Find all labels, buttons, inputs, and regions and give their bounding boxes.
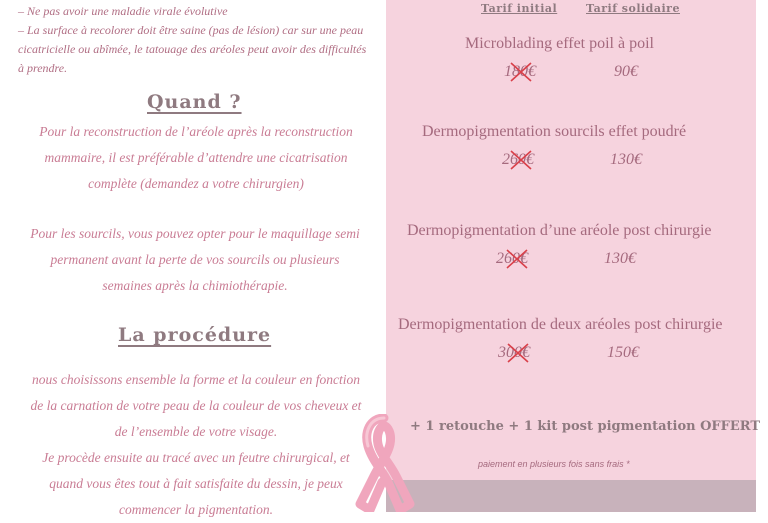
criteria-line: – Ne pas avoir une maladie virale évolutive — [18, 4, 228, 18]
cross-mark-icon — [508, 148, 534, 172]
old-price: 260€ — [496, 250, 528, 267]
when-paragraph-1 — [10, 119, 382, 197]
new-price: 150€ — [607, 344, 639, 361]
cross-mark-icon — [508, 60, 534, 84]
cross-mark-icon — [504, 247, 530, 271]
service-name: Microblading effet poil à poil — [465, 35, 654, 52]
new-price: 130€ — [610, 151, 642, 168]
service-name: Dermopigmentation de deux aréoles post chirurgie — [398, 316, 723, 333]
pricing-footer-band — [386, 480, 756, 512]
pink-ribbon-icon — [352, 414, 416, 512]
when-paragraph-2 — [6, 221, 384, 299]
paragraph-line: commencer la pigmentation. — [118, 502, 274, 517]
service-name: Dermopigmentation d’une aréole post chirurgie — [407, 222, 712, 239]
paragraph-line: nous choisissons ensemble la forme et la couleur en fonction — [31, 372, 361, 387]
paragraph-line: complète (demandez a votre chirurgien) — [88, 176, 304, 191]
col-header-initial: Tarif initial — [481, 2, 558, 15]
when-heading: Quand ? — [147, 91, 242, 113]
col-header-solidaire: Tarif solidaire — [586, 2, 680, 15]
criteria-line: – La surface à recolorer doit être saine (pas de lésion) car sur une peau — [18, 23, 364, 37]
procedure-paragraph — [8, 367, 384, 523]
paragraph-line: Pour la reconstruction de l’aréole après la reconstruction — [39, 124, 353, 139]
procedure-heading: La procédure — [118, 324, 272, 346]
criteria-line: cicatricielle ou abîmée, le tatouage des aréoles peut avoir des difficultés — [18, 42, 367, 56]
pricing-panel — [386, 0, 756, 480]
offer-text: + 1 retouche + 1 kit post pigmentation OFFERT — [410, 419, 761, 434]
paragraph-line: mammaire, il est préférable d’attendre une cicatrisation — [44, 150, 348, 165]
paragraph-line: Pour les sourcils, vous pouvez opter pour le maquillage semi — [30, 226, 360, 241]
old-price: 260€ — [502, 151, 534, 168]
paragraph-line: de l’ensemble de votre visage. — [114, 424, 278, 439]
paragraph-line: quand vous êtes tout à fait satisfaite du dessin, je peux — [49, 476, 343, 491]
right-margin — [756, 0, 768, 512]
service-name: Dermopigmentation sourcils effet poudré — [422, 123, 687, 140]
paragraph-line: semaines après la chimiothérapie. — [102, 278, 288, 293]
old-price: 180€ — [504, 63, 536, 80]
payment-note: paiement en plusieurs fois sans frais * — [478, 459, 630, 469]
paragraph-line: permanent avant la perte de vos sourcils ou plusieurs — [50, 252, 340, 267]
criteria-line: à prendre. — [18, 61, 68, 75]
new-price: 90€ — [614, 63, 638, 80]
cross-mark-icon — [505, 341, 531, 365]
new-price: 130€ — [604, 250, 636, 267]
paragraph-line: de la carnation de votre peau de la couleur de vos cheveux et — [30, 398, 362, 413]
old-price: 300€ — [498, 344, 530, 361]
paragraph-line: Je procède ensuite au tracé avec un feutre chirurgical, et — [42, 450, 350, 465]
